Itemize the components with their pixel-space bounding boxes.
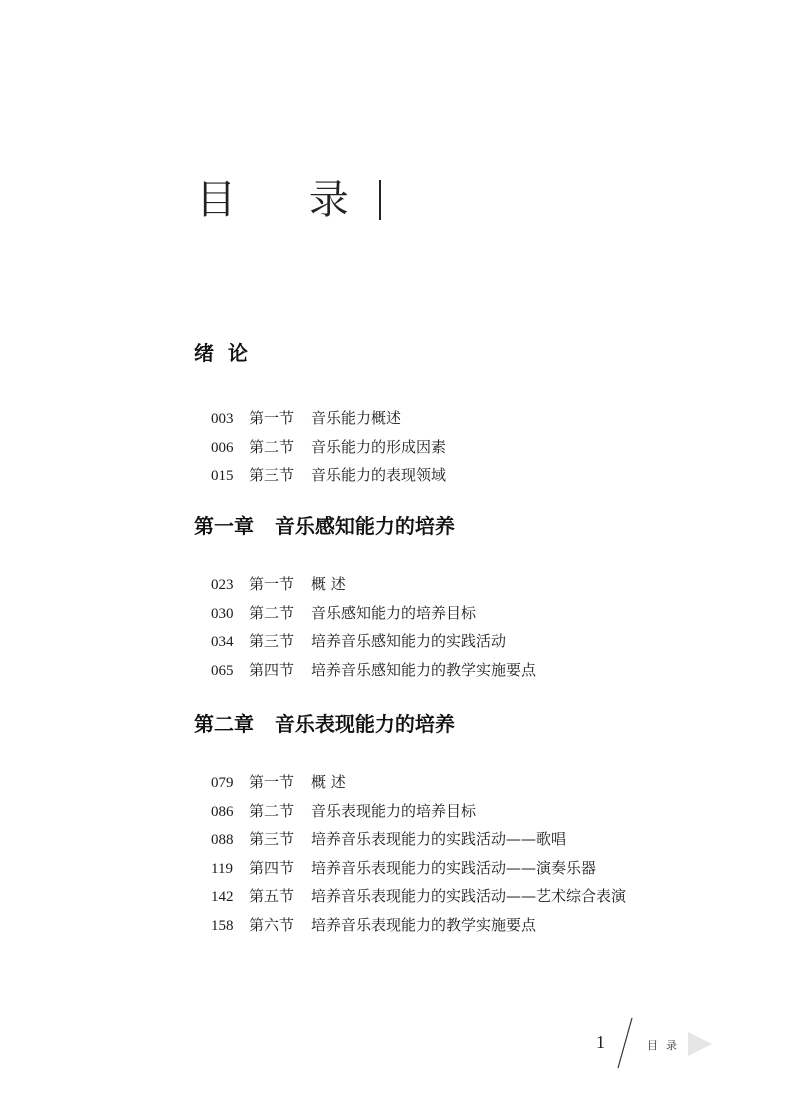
entry-page-number: 023: [211, 577, 234, 593]
entry-title: 培养音乐表现能力的实践活动——歌唱: [311, 830, 567, 848]
entry-section: 第六节: [249, 915, 295, 934]
entry-title: 培养音乐感知能力的实践活动: [311, 632, 507, 650]
entry-page-number: 006: [211, 439, 234, 456]
entry-title: 概 述: [311, 773, 346, 791]
chapter-entries: [211, 570, 536, 684]
entry-page-number: 065: [211, 662, 234, 679]
toc-entry[interactable]: [211, 854, 626, 883]
entry-page-number: 030: [211, 605, 234, 622]
entry-section: 第四节: [249, 858, 295, 877]
entry-section: 第一节: [249, 409, 295, 427]
entry-section: 第二节: [249, 603, 295, 622]
chapter-entries: [211, 404, 446, 490]
entry-title: 培养音乐表现能力的实践活动——演奏乐器: [311, 858, 597, 877]
toc-entry[interactable]: [211, 825, 626, 854]
entry-section: 第五节: [249, 887, 295, 905]
entry-title: 概 述: [311, 575, 346, 593]
title-divider-bar: [379, 180, 381, 220]
page-title-block: [196, 176, 381, 224]
entry-section: 第一节: [249, 575, 295, 593]
toc-entry[interactable]: [211, 461, 446, 490]
chapter-2: [194, 711, 626, 939]
entry-page-number: 079: [211, 775, 234, 791]
next-arrow-icon: [688, 1032, 712, 1056]
entry-page-number: 034: [211, 634, 234, 650]
entry-section: 第三节: [249, 632, 295, 650]
footer-slash-divider: [618, 1018, 632, 1068]
entry-title: 培养音乐感知能力的教学实施要点: [311, 660, 537, 679]
toc-entry[interactable]: [211, 882, 626, 911]
entry-section: 第三节: [249, 830, 295, 848]
chapter-title: 第一章 音乐感知能力的培养: [194, 514, 455, 538]
toc-entry[interactable]: [211, 570, 536, 599]
entry-page-number: 086: [211, 803, 234, 820]
entry-title: 音乐能力概述: [311, 409, 402, 427]
entry-title: 音乐能力的表现领域: [311, 466, 447, 484]
entry-title: 音乐表现能力的培养目标: [311, 801, 477, 820]
toc-entry[interactable]: [211, 768, 626, 797]
toc-entry[interactable]: [211, 627, 536, 656]
entry-title: 培养音乐表现能力的教学实施要点: [311, 915, 537, 934]
chapter-1: [194, 513, 536, 684]
footer-page-number: 1: [596, 1032, 605, 1052]
entry-page-number: 003: [211, 411, 234, 427]
entry-page-number: 088: [211, 832, 234, 848]
chapter-intro: [194, 340, 446, 490]
footer-label: 目录: [647, 1039, 685, 1052]
entry-section: 第一节: [249, 773, 295, 791]
toc-entry[interactable]: [211, 797, 626, 826]
entry-section: 第二节: [249, 801, 295, 820]
page-title: 目 录: [196, 177, 379, 223]
chapter-entries: [211, 768, 626, 939]
toc-entry[interactable]: [211, 404, 446, 433]
page-footer: [596, 1012, 726, 1072]
entry-page-number: 158: [211, 917, 234, 934]
entry-section: 第四节: [249, 660, 295, 679]
entry-title: 培养音乐表现能力的实践活动——艺术综合表演: [311, 887, 627, 905]
toc-entry[interactable]: [211, 911, 626, 940]
entry-page-number: 142: [211, 889, 234, 905]
toc-entry[interactable]: [211, 656, 536, 685]
toc-entry[interactable]: [211, 433, 446, 462]
entry-section: 第三节: [249, 466, 295, 484]
entry-page-number: 015: [211, 468, 234, 484]
entry-section: 第二节: [249, 437, 295, 456]
entry-title: 音乐感知能力的培养目标: [311, 603, 477, 622]
chapter-title: 绪 论: [194, 341, 248, 365]
entry-title: 音乐能力的形成因素: [311, 437, 447, 456]
entry-page-number: 119: [211, 860, 233, 877]
toc-entry[interactable]: [211, 599, 536, 628]
chapter-title: 第二章 音乐表现能力的培养: [194, 712, 455, 736]
